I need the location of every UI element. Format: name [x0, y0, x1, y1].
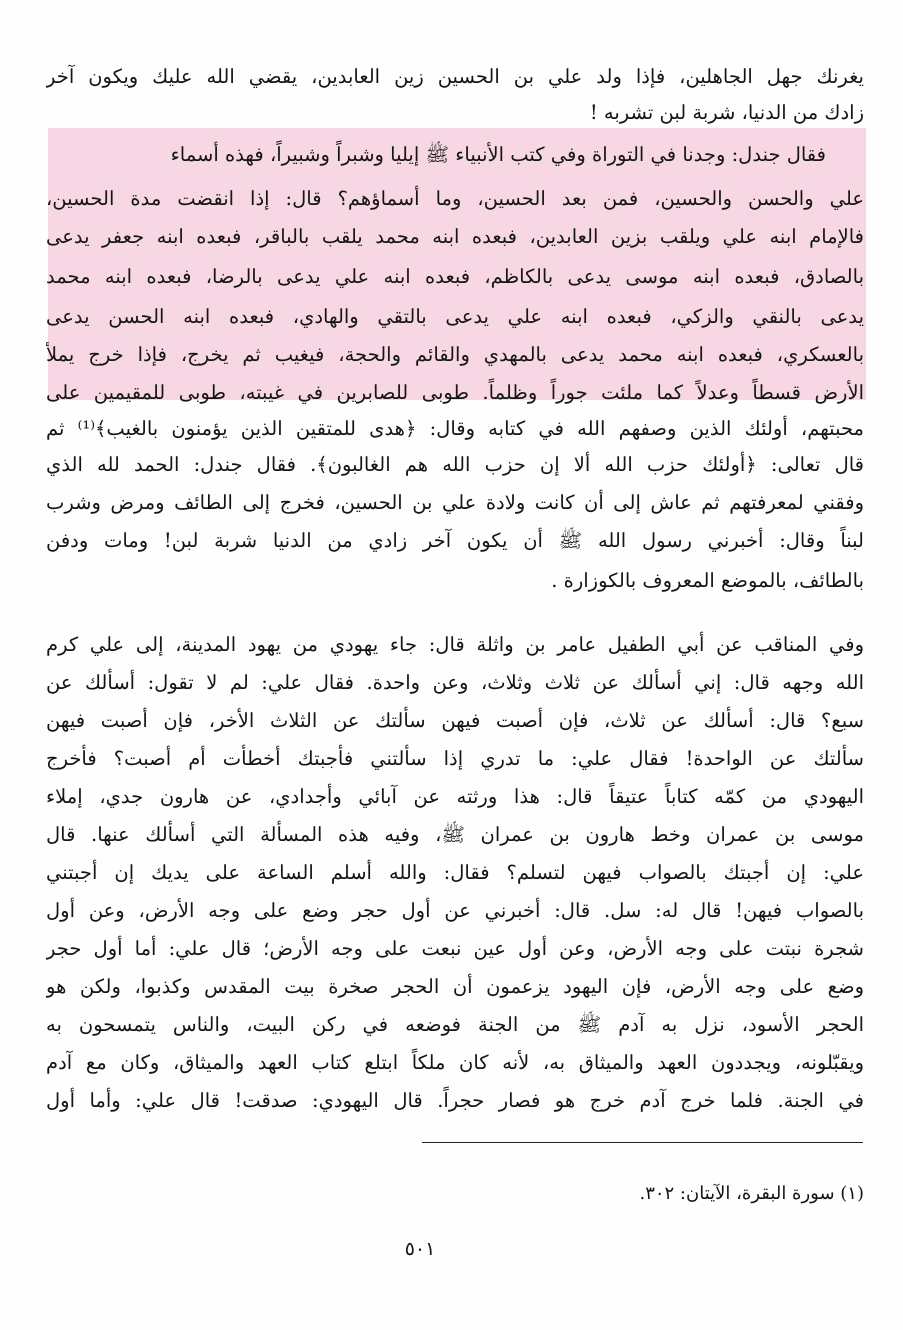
- text-line: علي والحسن والحسين، فمن بعد الحسين، وما أسماؤهم؟ قال: إذا انقضت مدة الحسين،: [46, 187, 864, 210]
- text-line: وفي المناقب عن أبي الطفيل عامر بن واثلة قال: جاء يهودي من يهود المدينة، إلى علي كرم: [46, 633, 864, 656]
- text-line: علي: إن أجبتك بالصواب فيهن لتسلم؟ فقال: والله أسلم الساعة على يديك إن أجبتني: [46, 861, 864, 884]
- text-line: بالعسكري، فبعده ابنه محمد يدعى بالمهدي والقائم والحجة، فيغيب ثم يخرج، فإذا خرج يملأ: [46, 343, 864, 366]
- text-line: اليهودي من كمّه كتاباً عتيقاً قال: هذا ورثته عن آبائي وأجدادي، عن هارون جدي، إملاء: [46, 785, 864, 808]
- footnote: (١) سورة البقرة، الآيتان: ٣٠٢.: [639, 1183, 864, 1204]
- text-line: في الجنة. فلما خرج آدم خرج هو فصار حجراً. قال اليهودي: صدقت! قال علي: وأما أول: [46, 1089, 864, 1112]
- text-line: سبع؟ قال: أسألك عن ثلاث، فإن أصبت فيهن سألتك عن الثلاث الأخر، فإن أصبت فيهن: [46, 709, 864, 732]
- text-line: الأرض قسطاً وعدلاً كما ملئت جوراً وظلماً. طوبى للصابرين في غيبته، طوبى للمقيمين على: [46, 381, 864, 404]
- text-line: وفقني لمعرفتهم ثم عاش إلى أن كانت ولادة علي بن الحسين، فخرج إلى الطائف ومرض وشرب: [46, 491, 864, 514]
- text-line: يدعى بالنقي والزكي، فبعده ابنه علي يدعى بالتقي والهادي، فبعده ابنه الحسن يدعى: [46, 305, 864, 328]
- text-line: موسى بن عمران وخط هارون بن عمران ﷺ، وفيه هذه المسألة التي أسألك عنها. قال: [46, 823, 864, 846]
- text-line: فقال جندل: وجدنا في التوراة وفي كتب الأنبياء ﷺ إيليا وشبراً وشبيراً، فهذه أسماء: [170, 143, 826, 166]
- text-line: شجرة نبتت على وجه الأرض، وعن أول عين نبعت على وجه الأرض؛ قال علي: أما أول حجر: [46, 937, 864, 960]
- text-line: بالصواب فيهن! قال له: سل. قال: أخبرني عن أول حجر وضع على وجه الأرض، وعن أول: [46, 899, 864, 922]
- text-line: قال تعالى: ﴿أولئك حزب الله ألا إن حزب الله هم الغالبون﴾. فقال جندل: الحمد لله الذي: [46, 453, 864, 476]
- footnote-divider: [422, 1142, 863, 1143]
- text-line: ويقبّلونه، ويجددون العهد والميثاق به، لأنه كان ملكاً ابتلع كتاب العهد والميثاق، وكان مع آدم: [46, 1051, 864, 1074]
- text-line: يغرنك جهل الجاهلين، فإذا ولد علي بن الحسين زين العابدين، يقضي الله عليك ويكون آخر: [46, 65, 864, 88]
- text-line: محبتهم، أولئك الذين وصفهم الله في كتابه وقال: ﴿هدى للمتقين الذين يؤمنون بالغيب﴾⁽¹⁾ ثم: [46, 417, 864, 440]
- text-line: فالإمام ابنه علي ويلقب بزين العابدين، فبعده ابنه محمد يلقب بالباقر، فبعده ابنه جعفر يدعى: [46, 225, 864, 248]
- text-line: وضع على وجه الأرض، فإن اليهود يزعمون أن الحجر صخرة بيت المقدس وكذبوا، ولكن هو: [46, 975, 864, 998]
- text-line: بالصادق، فبعده ابنه موسى يدعى بالكاظم، فبعده ابنه علي يدعى بالرضا، فبعده ابنه محمد: [46, 265, 864, 288]
- text-line: بالطائف، بالموضع المعروف بالكوزارة .: [551, 569, 864, 592]
- text-line: الحجر الأسود، نزل به آدم ﷺ من الجنة فوضعه في ركن البيت، والناس يتمسحون به: [46, 1013, 864, 1036]
- text-line: الله وجهه قال: إني أسألك عن ثلاث وثلاث، وعن واحدة. فقال علي: لم لا تقول: أسألك عن: [46, 671, 864, 694]
- text-line: زادك من الدنيا، شربة لبن تشربه !: [589, 101, 864, 124]
- page-number: ٥٠١: [404, 1238, 436, 1260]
- text-line: سألتك عن الواحدة! فقال علي: ما تدري إذا سألتني فأجبتك أخطأت أم أصبت؟ فأخرج: [46, 747, 864, 770]
- text-line: لبناً وقال: أخبرني رسول الله ﷺ أن يكون آخر زادي من الدنيا شربة لبن! ومات ودفن: [46, 529, 864, 552]
